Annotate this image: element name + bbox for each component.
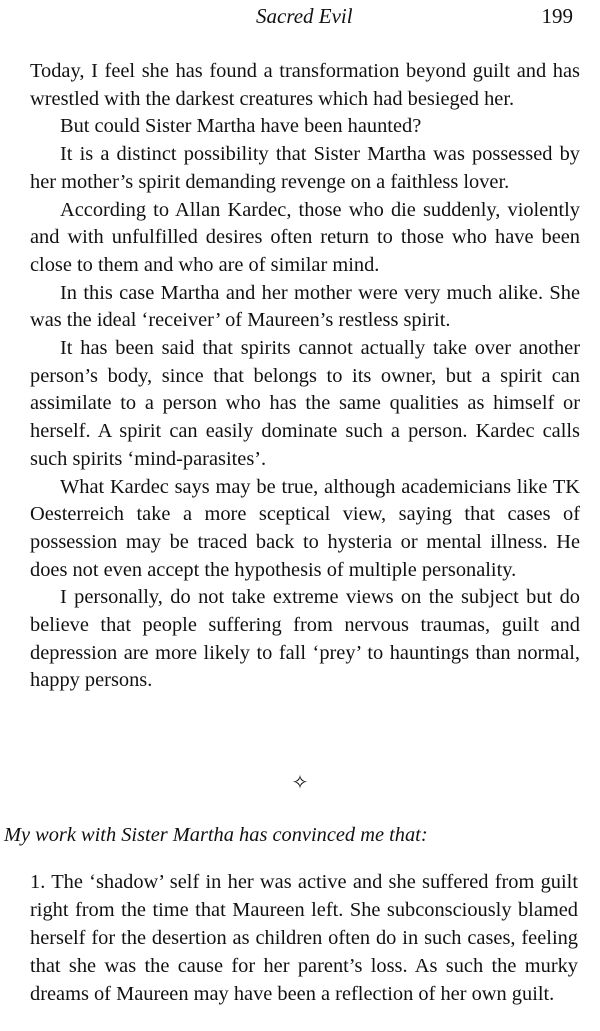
conclusion-heading: My work with Sister Martha has convinced me that:	[4, 824, 428, 846]
section-break-ornament-icon: ✧	[291, 770, 309, 794]
paragraph: In this case Martha and her mother were very much alike. She was the ideal ‘receiver’ of Maureen’s restless spirit.	[30, 281, 580, 332]
paragraph: I personally, do not take extreme views on the subject but do believe that people suffering from nervous traumas, guilt and depression are more likely to fall ‘prey’ to hauntings than normal, happy persons.	[30, 586, 580, 692]
paragraph: It is a distinct possibility that Sister Martha was possessed by her mother’s spirit demanding revenge on a faithless lover.	[30, 143, 580, 193]
running-title: Sacred Evil	[256, 4, 353, 28]
numbered-item: 1. The ‘shadow’ self in her was active and she suffered from guilt right from the time that Maureen left. She subconsciously blamed herself for the desertion as children often do in such cases, feeling that she was the cause for her parent’s loss. As such the murky dreams of Maureen may have been a reflection of her own guilt.	[30, 871, 578, 1005]
paragraph: But could Sister Martha have been haunted?	[60, 115, 422, 138]
body-text	[30, 58, 580, 695]
paragraph: What Kardec says may be true, although academicians like TK Oesterreich take a more sceptical view, saying that cases of possession may be traced back to hysteria or mental illness. He does not even accept the hypothesis of multiple personality.	[30, 475, 580, 581]
page-number: 199	[541, 4, 573, 28]
paragraph: Today, I feel she has found a transformation beyond guilt and has wrestled with the darkest creatures which had besieged her.	[30, 60, 580, 110]
running-header	[0, 0, 600, 34]
numbered-list	[30, 869, 578, 1009]
paragraph: It has been said that spirits cannot actually take over another person’s body, since that belongs to its owner, but a spirit can assimilate to a person who has the same qualities as himself or herself. A spirit can easily dominate such a person. Kardec calls such spirits ‘mind-parasites’.	[30, 337, 580, 470]
paragraph: According to Allan Kardec, those who die suddenly, violently and with unfulfilled desires often return to those who have been close to them and who are of similar mind.	[30, 198, 580, 276]
